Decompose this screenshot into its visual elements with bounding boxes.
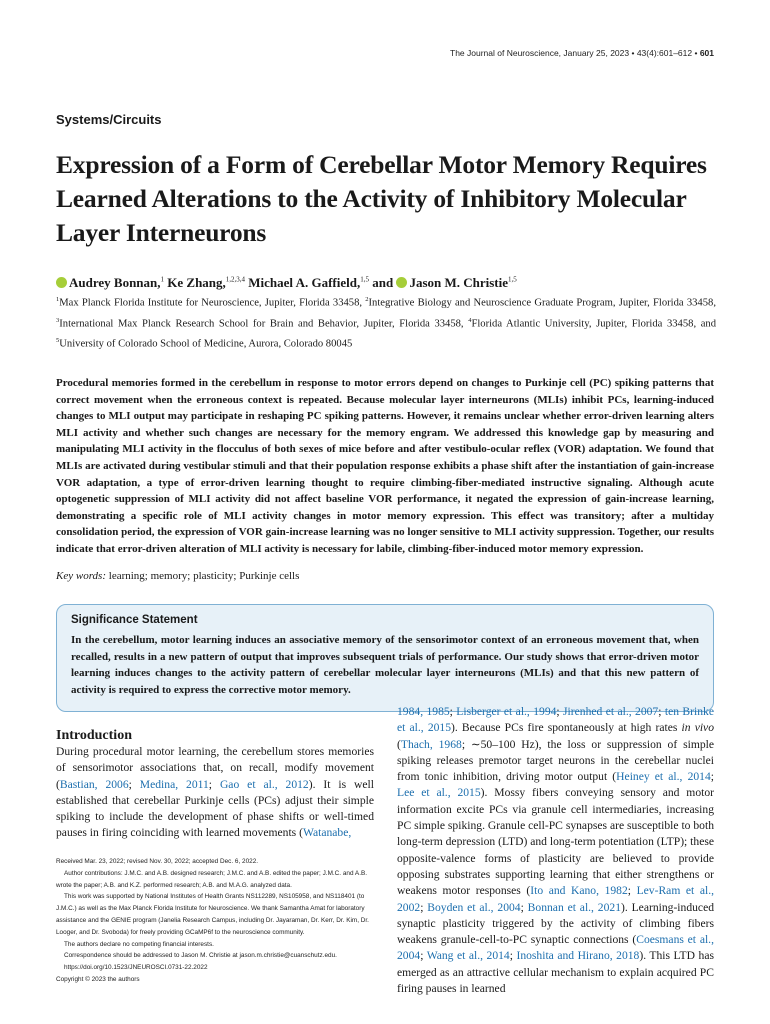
significance-statement-box (56, 604, 714, 712)
citation-link[interactable]: Inoshita and Hirano, 2018 (516, 949, 640, 963)
header-separator: • (692, 48, 700, 58)
author-affil-sup: 1,5 (360, 275, 369, 284)
citation-link[interactable]: Wang et al., 2014 (426, 949, 510, 963)
author-name[interactable]: Michael A. Gaffield, (248, 275, 361, 290)
body-text: ). It is well established that cerebellar Purkinje cells (PCs) adjust their simple spiking to include the development of phase shifts or well-timed pauses in firing coinciding with learned movements ( (56, 777, 374, 840)
author-conjunction: and (372, 275, 394, 290)
footnote-doi[interactable]: https://doi.org/10.1523/JNEUROSCI.0731-22.2022 (64, 964, 208, 972)
author-affil-sup: 1,5 (508, 275, 517, 284)
affil-sup: 1 (56, 296, 60, 303)
footnotes (56, 856, 374, 986)
author-affil-sup: 1,2,3,4 (225, 275, 246, 284)
running-header (450, 48, 714, 58)
citation-link[interactable]: Bastian, 2006 (59, 777, 129, 791)
footnote-funding: This work was supported by National Institutes of Health Grants NS112289, NS105958, and NS118401 (to J.M.C.) as well as the Max Planck Florida Institute for Neuroscience. We thank Samantha Amat for laboratory assistance and the GENIE program (Janelia Research Campus, including Dr. Jayaraman, Dr. Kerr, Dr. Kim, Dr. Looger, and Dr. Svoboda) for freely providing GCaMP6f to the neuroscience community. (56, 893, 369, 936)
citation-link[interactable]: Jirenhed et al., 2007 (563, 705, 659, 718)
affiliation: International Max Planck Research School for Brain and Behavior, Jupiter, Florida 33458, (59, 318, 469, 330)
body-text: ; (128, 777, 140, 791)
citation-link[interactable]: 1984, 1985 (397, 705, 450, 718)
body-text: ; (208, 777, 220, 791)
keywords (56, 570, 299, 582)
citation-link[interactable]: Heiney et al., 2014 (616, 770, 711, 784)
intro-right-column (397, 704, 714, 997)
body-text: ). This LTD has emerged as an attractive cellular mechanism to explain acquired PC firing pauses in learned (397, 949, 714, 996)
page-number: 601 (699, 48, 714, 58)
author-name[interactable]: Jason M. Christie (409, 275, 509, 290)
keywords-text: learning; memory; plasticity; Purkinje cells (106, 570, 300, 582)
abstract: Procedural memories formed in the cerebellum in response to motor errors depend on changes to Purkinje cell (PC) spiking patterns that correct movement when the erroneous context is repeated. Because molecular layer interneurons (MLIs) inhibit PCs, learning-induced changes to MLI output may participate in reshaping PC spiking patterns. However, it remains unclear whether error-driven learning alters MLI activity and whether such changes are necessary for the memory engram. We addressed this knowledge gap by measuring and manipulating MLI activity in the flocculus of both sexes of mice before and after vestibulo-ocular reflex (VOR) adaptation. We found that MLIs are activated during vestibular stimuli and that their population response exhibits a phase shift after the instantiation of gain-increase VOR adaptation, a type of error-driven learning thought to require climbing-fiber-mediated instructive signaling. Although acute optogenetic suppression of MLI activity did not affect baseline VOR performance, it negated the expression of gain-increase learning, demonstrating a specific role of MLI activity changes in motor memory expression. This effect was transitory; after a multiday consolidation period, the expression of VOR gain-increase learning was no longer sensitive to MLI activity suppression. Together, our results indicate that error-driven alteration of MLI activity is necessary for labile, climbing-fiber-induced motor memory expression. (56, 377, 714, 555)
body-text: ; ∼50–100 Hz), the loss or suppression of simple spiking releases premotor target neurons in the cerebellar nuclei from tonic inhibition, driving motor output ( (397, 737, 714, 784)
citation-link[interactable]: Gao et al., 2012 (219, 777, 309, 791)
affil-sup: 4 (468, 316, 472, 324)
author-affil-sup: 1 (160, 275, 165, 284)
body-text: ; (627, 884, 637, 898)
footnote-dates: Received Mar. 23, 2022; revised Nov. 30, 2022; accepted Dec. 6, 2022. (56, 858, 259, 865)
footnote-copyright: Copyright © 2023 the authors (56, 975, 140, 983)
body-text: ; (658, 705, 665, 718)
significance-text: In the cerebellum, motor learning induces an associative memory of the sensorimotor context of an erroneous movement that, when recalled, results in a new pattern of output that improves subsequent trials of performance. Our study shows that error-driven motor learning induces changes to the activity pattern of cerebellar molecular layer interneurons (MLIs) and that this new pattern of activity is required to express the corrective motor memory. (71, 634, 699, 696)
body-text: ; (556, 705, 564, 718)
author-name[interactable]: Ke Zhang, (167, 275, 226, 290)
journal-citation: The Journal of Neuroscience, January 25, 2023 (450, 48, 630, 58)
body-text: ; (420, 949, 427, 963)
author-list (56, 275, 716, 291)
significance-title: Significance Statement (71, 614, 198, 626)
affil-sup: 2 (365, 296, 369, 303)
citation-link[interactable]: Lee et al., 2015 (397, 786, 481, 800)
intro-left-column (56, 744, 374, 842)
section-label: Systems/Circuits (56, 112, 162, 127)
affiliations (56, 291, 716, 353)
citation-link[interactable]: Bonnan et al., 2021 (527, 900, 621, 914)
author-name[interactable]: Audrey Bonnan, (69, 275, 161, 290)
affiliation: University of Colorado School of Medicine, Aurora, Colorado 80045 (59, 338, 353, 350)
header-separator: • (629, 48, 637, 58)
citation-link[interactable]: Thach, 1968 (400, 737, 462, 751)
body-text: ). Mossy fibers conveying sensory and motor information excite PCs via granule cell intermediaries, increasing PC simple spiking. Granule cell-PC synapses are susceptible to both long-term depression (LTD) and long-term potentiation (LTP); these opposite-valence forms of plasticity are believed to provide opposing substrates supporting learning that either strengthens or weakens motor responses ( (397, 786, 714, 898)
citation-link[interactable]: Boyden et al., 2004 (427, 900, 521, 914)
keywords-label: Key words: (56, 570, 107, 582)
citation-link[interactable]: Lev-Ram et al., 2002 (397, 884, 715, 914)
citation-link[interactable]: Lisberger et al., 1994 (456, 705, 557, 718)
orcid-icon[interactable] (56, 277, 67, 288)
body-text: ). Learning-induced synaptic plasticity triggered by the activity of climbing fibers weakens granule-cell-to-PC synaptic connections ( (397, 900, 715, 947)
affiliation: Integrative Biology and Neuroscience Graduate Program, Jupiter, Florida 33458, (368, 297, 716, 309)
body-text: During procedural motor learning, the cerebellum stores memories of sensorimotor associations that, on recall, modify movement ( (56, 745, 374, 791)
citation-link[interactable]: Coesmans et al., 2004 (397, 933, 714, 963)
body-text: ( (397, 737, 401, 751)
italic-text: in vivo (681, 721, 715, 735)
footnote-contributions: Author contributions: J.M.C. and A.B. designed research; J.M.C. and A.B. edited the paper; J.M.C. and A.B. wrote the paper; A.B. and K.Z. performed research; A.B. and M.A.G. analyzed data. (56, 869, 368, 889)
body-text: ). Because PCs fire spontaneously at high rates (451, 721, 682, 735)
body-text: ; (710, 770, 714, 784)
citation-link[interactable]: ten Brinke et al., 2015 (397, 705, 714, 735)
body-text: ; (509, 949, 517, 963)
citation-link[interactable]: Watanabe, (302, 826, 352, 840)
affiliation: Max Planck Florida Institute for Neuroscience, Jupiter, Florida 33458, (59, 297, 366, 309)
volume-pages: 43(4):601–612 (636, 48, 693, 58)
citation-link[interactable]: Medina, 2011 (139, 777, 209, 791)
affil-sup: 5 (56, 337, 60, 345)
footnote-competing: The authors declare no competing financial interests. (64, 940, 214, 948)
orcid-icon[interactable] (396, 277, 407, 288)
citation-link[interactable]: Ito and Kano, 1982 (530, 884, 628, 898)
body-text: ; (449, 705, 457, 718)
body-text: ; (520, 900, 528, 914)
body-text: ; (420, 900, 428, 914)
introduction-heading: Introduction (56, 728, 132, 743)
footnote-correspondence: Correspondence should be addressed to Jason M. Christie at jason.m.christie@cuanschutz.edu. (64, 952, 337, 960)
affil-sup: 3 (56, 316, 60, 324)
article-title: Expression of a Form of Cerebellar Motor Memory Requires Learned Alterations to the Activity of Inhibitory Molecular Layer Interneurons (56, 150, 707, 247)
affiliation: Florida Atlantic University, Jupiter, Florida 33458, and (471, 318, 716, 330)
